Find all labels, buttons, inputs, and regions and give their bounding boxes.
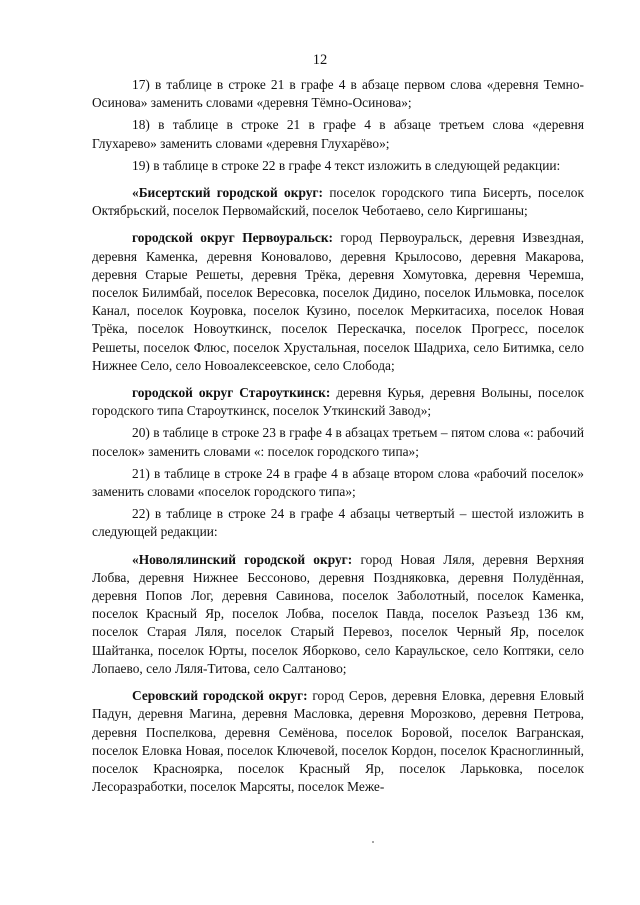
paragraph-18 (92, 116, 584, 152)
paragraph-staroutkinsk (92, 384, 584, 420)
paragraph-bold-lead: городской округ Первоуральск: (132, 230, 333, 246)
paragraph-17 (92, 76, 584, 112)
paragraph-bold-lead: Серовский городской округ: (132, 688, 308, 704)
paragraph-novolyalinsky (92, 551, 584, 678)
paragraph-text: 19) в таблице в строке 22 в графе 4 текст изложить в следующей редакции: (132, 157, 561, 173)
paragraph-text: город Серов, деревня Еловка, деревня Еловый Падун, деревня Магина, деревня Масловка, деревня Морозково, деревня Петрова, деревня Поспелкова, деревня Семёнова, поселок Боровой, поселок Вагранская, поселок Еловка Новая, поселок Ключевой, поселок Кордон, поселок Красноглинный, поселок Красноярка, поселок Красный Яр, поселок Ларьковка, поселок Лесоразработки, поселок Марсяты, поселок Меже- (92, 688, 584, 795)
paragraph-serovsky (92, 687, 584, 796)
paragraph-22 (92, 505, 584, 541)
paragraph-text: город Первоуральск, деревня Извездная, деревня Каменка, деревня Коновалово, деревня Крылосово, деревня Макарова, деревня Старые Решеты, деревня Трёка, деревня Хомутовка, деревня Черемша, поселок Билимбай, поселок Вересовка, поселок Дидино, поселок Ильмовка, поселок Канал, поселок Коуровка, поселок Кузино, поселок Меркитасиха, поселок Новая Трёка, поселок Новоуткинск, поселок Перескачка, поселок Прогресс, поселок Решеты, поселок Флюс, поселок Хрустальная, поселок Шадриха, село Битимка, село Нижнее Село, село Новоалексеевское, село Слобода; (92, 230, 584, 373)
paragraph-20 (92, 424, 584, 460)
paragraph-text: 22) в таблице в строке 24 в графе 4 абзацы четвертый – шестой изложить в следующей редакции: (92, 506, 584, 540)
page-number: 12 (312, 52, 328, 68)
paragraph-text: 21) в таблице в строке 24 в графе 4 в абзаце втором слова «рабочий поселок» заменить словами «поселок городского типа»; (92, 465, 584, 500)
paragraph-text: 20) в таблице в строке 23 в графе 4 в абзацах третьем – пятом слова «: рабочий поселок» заменить словами «: поселок городского типа»; (92, 425, 584, 459)
paragraph-21 (92, 465, 584, 501)
paragraph-text: 17) в таблице в строке 21 в графе 4 в абзаце первом слова «деревня Темно-Осинова» заменить словами «деревня Тёмно-Осинова»; (92, 77, 584, 111)
paragraph-bisertsky (92, 184, 584, 220)
paragraph-pervouralsk (92, 229, 584, 375)
paragraph-bold-lead: «Бисертский городской округ: (132, 185, 323, 201)
paragraph-text: поселок городского типа Бисерть, поселок Октябрьский, поселок Первомайский, поселок Чеботаево, село Киргишаны; (92, 185, 584, 219)
paragraph-text: 18) в таблице в строке 21 в графе 4 в абзаце третьем слова «деревня Глухарево» заменить словами «деревня Глухарёво»; (92, 117, 584, 151)
paragraph-text: город Новая Ляля, деревня Верхняя Лобва, деревня Нижнее Бессоново, деревня Поздняковка, деревня Полудённая, деревня Попов Лог, деревня Савинова, поселок Заболотный, поселок Каменка, поселок Красный Яр, поселок Лобва, поселок Павда, поселок Разъезд 136 км, поселок Старая Ляля, поселок Старый Перевоз, поселок Черный Яр, поселок Шайтанка, поселок Юрты, поселок Яборково, село Караульское, село Коптяки, село Лопаево, село Ляля-Титова, село Салтаново; (92, 551, 584, 676)
paragraph-bold-lead: городской округ Староуткинск: (132, 385, 331, 401)
paragraph-text: деревня Курья, деревня Волыны, поселок городского типа Староуткинск, поселок Уткинский Завод»; (92, 385, 584, 419)
paragraph-19 (92, 157, 584, 175)
document-body (92, 76, 584, 800)
scan-speck (372, 841, 374, 843)
paragraph-bold-lead: «Новолялинский городской округ: (132, 551, 353, 567)
